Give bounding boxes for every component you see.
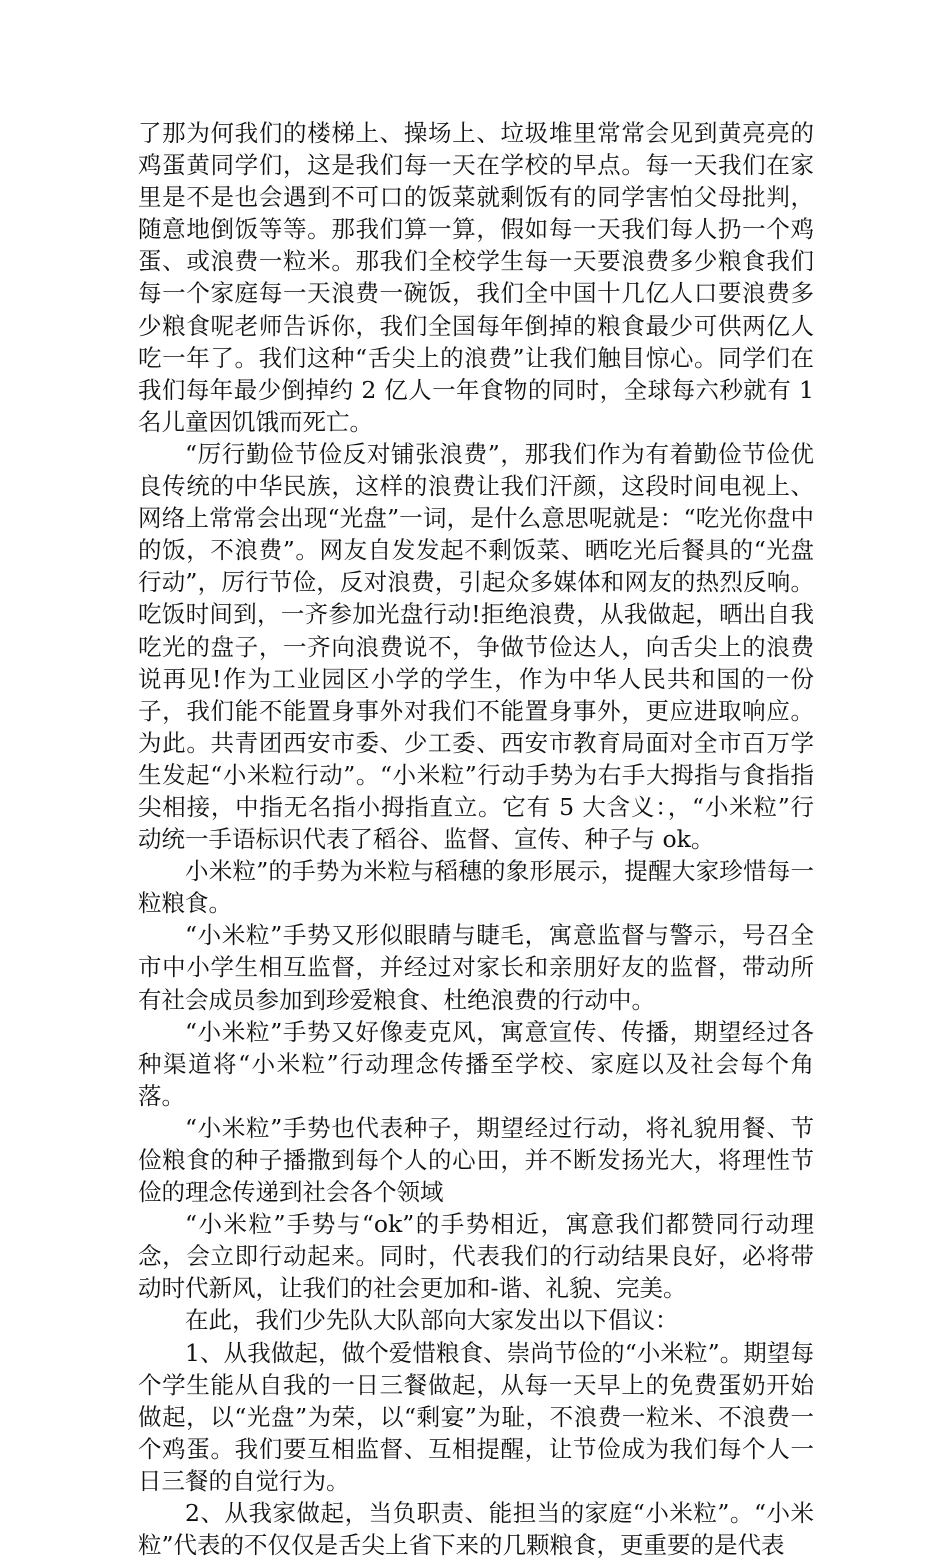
paragraph-1: 了那为何我们的楼梯上、操场上、垃圾堆里常常会见到黄亮亮的鸡蛋黄同学们，这是我们每一天在学校的早点。每一天我们在家里是不是也会遇到不可口的饭菜就剩饭有的同学害怕父母批判，随意地倒饭等等。那我们算一算，假如每一天我们每人扔一个鸡蛋、或浪费一粒米。那我们全校学生每一天要浪费多少粮食我们每一个家庭每一天浪费一碗饭，我们全中国十几亿人口要浪费多少粮食呢老师告诉你，我们全国每年倒掉的粮食最少可供两亿人吃一年了。我们这种“舌尖上的浪费”让我们触目惊心。同学们在我们每年最少倒掉约 2 亿人一年食物的同时，全球每六秒就有 1 名儿童因饥饿而死亡。 [138,119,814,436]
paragraph-7: “小米粒”手势与“ok”的手势相近，寓意我们都赞同行动理念，会立即行动起来。同时，代表我们的行动结果良好，必将带动时代新风，让我们的社会更加和-谐、礼貌、完美。 [138,1210,814,1303]
paragraph-3: 小米粒”的手势为米粒与稻穗的象形展示，提醒大家珍惜每一粒粮食。 [138,857,814,918]
paragraph-4: “小米粒”手势又形似眼睛与睫毛，寓意监督与警示，号召全市中小学生相互监督，并经过对家长和亲朋好友的监督，带动所有社会成员参加到珍爱粮食、杜绝浪费的行动中。 [138,921,814,1014]
paragraph-10: 2、从我家做起，当负职责、能担当的家庭“小米粒”。“小米粒”代表的不仅仅是舌尖上省下来的几颗粮食，更重要的是代表 [138,1499,814,1560]
document-body [138,117,814,1561]
paragraph-9: 1、从我做起，做个爱惜粮食、崇尚节俭的“小米粒”。期望每个学生能从自我的一日三餐做起，从每一天早上的免费蛋奶开始做起，以“光盘”为荣，以“剩宴”为耻，不浪费一粒米、不浪费一个鸡蛋。我们要互相监督、互相提醒，让节俭成为我们每个人一日三餐的自觉行为。 [138,1338,814,1495]
paragraph-8: 在此，我们少先队大队部向大家发出以下倡议： [185,1306,679,1335]
paragraph-5: “小米粒”手势又好像麦克风，寓意宣传、传播，期望经过各种渠道将“小米粒”行动理念传播至学校、家庭以及社会每个角落。 [138,1017,814,1110]
paragraph-6: “小米粒”手势也代表种子，期望经过行动，将礼貌用餐、节俭粮食的种子播撒到每个人的心田，并不断发扬光大，将理性节俭的理念传递到社会各个领域 [138,1113,814,1207]
paragraph-2: “厉行勤俭节俭反对铺张浪费”，那我们作为有着勤俭节俭优良传统的中华民族，这样的浪费让我们汗颜，这段时间电视上、网络上常常会出现“光盘”一词，是什么意思呢就是：“吃光你盘中的饭，不浪费”。网友自发发起不剩饭菜、晒吃光后餐具的“光盘行动”，厉行节俭，反对浪费，引起众多媒体和网友的热烈反响。吃饭时间到，一齐参加光盘行动!拒绝浪费，从我做起，晒出自我吃光的盘子，一齐向浪费说不，争做节俭达人，向舌尖上的浪费说再见!作为工业园区小学的学生，作为中华人民共和国的一份子，我们能不能置身事外对我们不能置身事外，更应进取响应。为此。共青团西安市委、少工委、西安市教育局面对全市百万学生发起“小米粒行动”。“小米粒”行动手势为右手大拇指与食指指尖相接，中指无名指小拇指直立。它有 5 大含义：，“小米粒”行动统一手语标识代表了稻谷、监督、宣传、种子与 ok。 [138,439,814,854]
